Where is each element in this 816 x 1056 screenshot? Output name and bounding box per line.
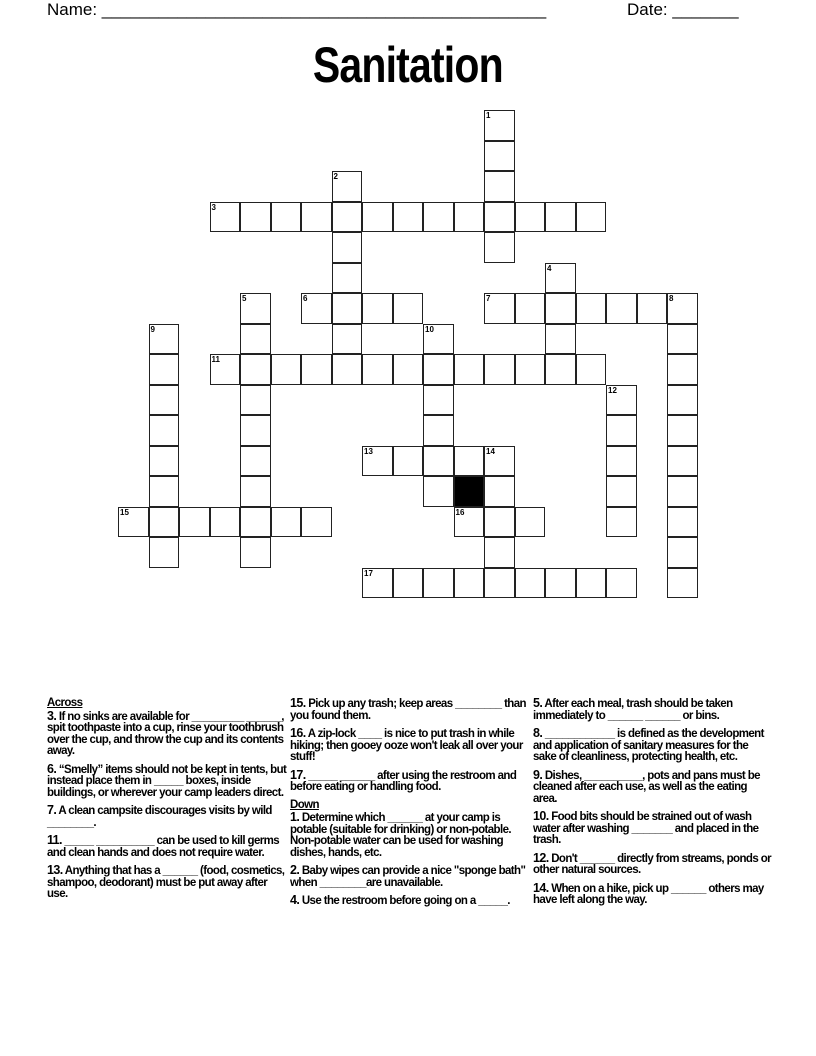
grid-cell[interactable] bbox=[362, 568, 393, 599]
grid-cell[interactable] bbox=[393, 446, 424, 477]
cell-number: 8 bbox=[669, 294, 674, 303]
grid-cell[interactable] bbox=[301, 507, 332, 538]
cell-number: 11 bbox=[211, 355, 220, 364]
clue-number: 6. bbox=[47, 761, 57, 776]
clues-column-2 bbox=[290, 698, 530, 914]
grid-cell[interactable] bbox=[271, 202, 302, 233]
grid-cell[interactable] bbox=[667, 354, 698, 385]
grid-cell[interactable] bbox=[606, 385, 637, 416]
grid-cell[interactable] bbox=[423, 324, 454, 355]
down-clue bbox=[533, 880, 773, 907]
grid-cell[interactable] bbox=[667, 507, 698, 538]
clue-number: 11. bbox=[47, 833, 62, 847]
grid-cell[interactable] bbox=[545, 568, 576, 599]
clue-text: Determine which ______ at your camp is potable (suitable for drinking) or non-potable. Non-potable water can be used for washing dishes, hands, etc. bbox=[290, 812, 511, 859]
grid-cell[interactable] bbox=[240, 446, 271, 477]
cell-number: 9 bbox=[150, 324, 155, 334]
grid-cell[interactable] bbox=[667, 446, 698, 477]
grid-cell[interactable] bbox=[240, 415, 271, 446]
clue-text: A zip-lock ____ is nice to put trash in while hiking; then gooey ooze won't leak all over your stuff! bbox=[290, 728, 523, 763]
grid-cell[interactable] bbox=[301, 293, 332, 324]
clue-text: Don't ______ directly from streams, ponds or other natural sources. bbox=[533, 852, 772, 876]
grid-cell[interactable] bbox=[667, 476, 698, 507]
grid-cell[interactable] bbox=[667, 568, 698, 599]
grid-cell[interactable] bbox=[271, 354, 302, 385]
grid-cell[interactable] bbox=[149, 385, 180, 416]
grid-cell[interactable] bbox=[515, 293, 546, 324]
clue-text: After each meal, trash should be taken immediately to ______ ______ or bins. bbox=[533, 698, 733, 722]
grid-cell[interactable] bbox=[118, 507, 149, 538]
clue-number: 4. bbox=[290, 893, 300, 907]
grid-cell[interactable] bbox=[454, 202, 485, 233]
clue-number: 5. bbox=[533, 696, 543, 710]
grid-cell[interactable] bbox=[240, 537, 271, 568]
grid-cell[interactable] bbox=[606, 476, 637, 507]
clue-number: 16. bbox=[290, 726, 306, 740]
across-clue bbox=[290, 728, 530, 764]
grid-cell[interactable] bbox=[484, 476, 515, 507]
down-clue bbox=[533, 811, 773, 847]
grid-cell[interactable] bbox=[362, 354, 393, 385]
grid-cell[interactable] bbox=[332, 293, 363, 324]
grid-cell[interactable] bbox=[149, 507, 180, 538]
grid-cell[interactable] bbox=[332, 232, 363, 263]
grid-cell[interactable] bbox=[423, 385, 454, 416]
clue-number: 7. bbox=[47, 803, 57, 817]
grid-cell[interactable] bbox=[149, 537, 180, 568]
clue-number: 10. bbox=[533, 809, 549, 823]
cell-number: 6 bbox=[303, 294, 308, 303]
grid-cell[interactable] bbox=[393, 202, 424, 233]
grid-cell[interactable] bbox=[484, 354, 515, 385]
across-clue bbox=[47, 865, 287, 901]
grid-cell[interactable] bbox=[454, 568, 485, 599]
cell-number: 2 bbox=[333, 172, 338, 181]
clue-text: If no sinks are available for _________ ______, spit toothpaste into a cup, rinse your toothbrush over the cup, and throw the cup and its contents away. bbox=[47, 710, 284, 757]
grid-cell[interactable] bbox=[576, 568, 607, 599]
grid-cell[interactable] bbox=[484, 446, 515, 477]
grid-cell[interactable] bbox=[423, 568, 454, 599]
grid-cell[interactable] bbox=[667, 385, 698, 416]
clue-number: 12. bbox=[533, 850, 549, 865]
grid-cell[interactable] bbox=[667, 324, 698, 355]
down-clue bbox=[290, 865, 530, 889]
grid-cell[interactable] bbox=[606, 293, 637, 324]
cell-number: 16 bbox=[455, 507, 465, 517]
grid-cell[interactable] bbox=[484, 293, 515, 324]
clue-text: Anything that has a ______ (food, cosmetics, shampoo, deodorant) must be put away after use. bbox=[47, 865, 285, 900]
clue-number: 13. bbox=[47, 863, 63, 877]
grid-cell[interactable] bbox=[545, 354, 576, 385]
cell-number: 17 bbox=[364, 568, 373, 578]
clue-text: Pick up any trash; keep areas ________ than you found them. bbox=[290, 698, 526, 722]
grid-cell[interactable] bbox=[332, 263, 363, 294]
grid-cell[interactable] bbox=[606, 568, 637, 599]
name-field[interactable]: Name: _______________________________________________ bbox=[47, 0, 547, 19]
grid-cell[interactable] bbox=[240, 385, 271, 416]
grid-cell[interactable] bbox=[149, 476, 180, 507]
cell-number: 5 bbox=[242, 294, 247, 303]
grid-cell[interactable] bbox=[515, 202, 546, 233]
grid-cell[interactable] bbox=[667, 293, 698, 324]
grid-cell[interactable] bbox=[393, 354, 424, 385]
grid-cell[interactable] bbox=[423, 354, 454, 385]
clues-column-1 bbox=[47, 698, 287, 907]
clue-number: 1. bbox=[290, 810, 300, 824]
grid-cell[interactable] bbox=[667, 415, 698, 446]
grid-cell[interactable] bbox=[301, 354, 332, 385]
grid-cell[interactable] bbox=[332, 171, 363, 202]
clue-number: 14. bbox=[533, 880, 549, 895]
down-clue bbox=[290, 895, 530, 908]
grid-cell[interactable] bbox=[515, 507, 546, 538]
across-clue bbox=[47, 805, 287, 829]
clue-number: 2. bbox=[290, 863, 300, 877]
grid-cell[interactable] bbox=[606, 415, 637, 446]
cell-number: 1 bbox=[486, 111, 491, 120]
grid-cell[interactable] bbox=[332, 324, 363, 355]
down-heading: Down bbox=[290, 798, 319, 811]
grid-cell[interactable] bbox=[149, 415, 180, 446]
clue-text: _____ ______ after using the restroom and before eating or handling food. bbox=[290, 769, 517, 793]
grid-cell[interactable] bbox=[332, 202, 363, 233]
grid-cell[interactable] bbox=[637, 293, 668, 324]
grid-cell[interactable] bbox=[606, 446, 637, 477]
clue-text: Food bits should be strained out of wash water after washing _______ and placed in the trash. bbox=[533, 811, 759, 846]
page-title: Sanitation bbox=[313, 37, 503, 93]
clue-number: 17. bbox=[290, 767, 306, 782]
grid-cell[interactable] bbox=[423, 202, 454, 233]
grid-cell[interactable] bbox=[484, 507, 515, 538]
clue-number: 9. bbox=[533, 767, 543, 782]
down-clue bbox=[533, 728, 773, 764]
grid-cell[interactable] bbox=[515, 568, 546, 599]
grid-cell[interactable] bbox=[545, 293, 576, 324]
grid-cell[interactable] bbox=[362, 446, 393, 477]
across-clue bbox=[290, 767, 530, 794]
grid-cell[interactable] bbox=[576, 293, 607, 324]
grid-cell[interactable] bbox=[393, 568, 424, 599]
cell-number: 10 bbox=[425, 324, 434, 334]
grid-cell[interactable] bbox=[301, 202, 332, 233]
grid-cell[interactable] bbox=[332, 354, 363, 385]
down-clue bbox=[533, 850, 773, 877]
grid-cell[interactable] bbox=[484, 171, 515, 202]
grid-cell[interactable] bbox=[454, 446, 485, 477]
grid-cell[interactable] bbox=[667, 537, 698, 568]
grid-cell[interactable] bbox=[545, 324, 576, 355]
grid-cell[interactable] bbox=[210, 354, 241, 385]
grid-cell[interactable] bbox=[454, 354, 485, 385]
down-clue bbox=[533, 767, 773, 806]
grid-cell[interactable] bbox=[423, 415, 454, 446]
grid-cell[interactable] bbox=[545, 202, 576, 233]
cell-number: 12 bbox=[608, 385, 617, 395]
grid-cell[interactable] bbox=[423, 476, 454, 507]
cell-number: 13 bbox=[364, 446, 373, 456]
cell-number: 3 bbox=[211, 202, 216, 212]
clue-text: Dishes, __________, pots and pans must be cleaned after each use, as well as the eating area. bbox=[533, 769, 760, 805]
across-heading: Across bbox=[47, 697, 83, 709]
grid-cell[interactable] bbox=[210, 507, 241, 538]
clue-text: A clean campsite discourages visits by wild ________. bbox=[47, 805, 272, 829]
grid-cell[interactable] bbox=[362, 202, 393, 233]
clue-text: When on a hike, pick up ______ others may have left along the way. bbox=[533, 882, 764, 906]
grid-cell[interactable] bbox=[484, 202, 515, 233]
down-clue bbox=[533, 698, 773, 722]
clue-number: 3. bbox=[47, 708, 57, 723]
cell-number: 7 bbox=[486, 294, 491, 303]
down-clue bbox=[290, 812, 530, 859]
cell-number: 4 bbox=[547, 263, 552, 273]
cell-number: 15 bbox=[120, 507, 129, 517]
grid-cell[interactable] bbox=[271, 507, 302, 538]
grid-cell[interactable] bbox=[240, 293, 271, 324]
grid-cell[interactable] bbox=[545, 263, 576, 294]
grid-cell[interactable] bbox=[393, 293, 424, 324]
across-clue bbox=[47, 708, 287, 758]
date-field[interactable]: Date: _______ bbox=[627, 0, 739, 19]
clues-column-3 bbox=[533, 698, 773, 913]
grid-cell[interactable] bbox=[454, 507, 485, 538]
clue-text: _____ __________ can be used to kill germs and clean hands and does not require water. bbox=[47, 835, 280, 859]
grid-cell[interactable] bbox=[179, 507, 210, 538]
grid-cell[interactable] bbox=[423, 446, 454, 477]
clue-text: Baby wipes can provide a nice "sponge bath" when ________are unavailable. bbox=[290, 865, 526, 889]
grid-cell[interactable] bbox=[240, 476, 271, 507]
black-cell bbox=[454, 476, 485, 507]
grid-cell[interactable] bbox=[240, 354, 271, 385]
grid-cell[interactable] bbox=[240, 324, 271, 355]
clue-number: 15. bbox=[290, 696, 306, 710]
grid-cell[interactable] bbox=[515, 354, 546, 385]
across-clue bbox=[47, 835, 287, 859]
cell-number: 14 bbox=[486, 446, 495, 456]
clue-number: 8. bbox=[533, 726, 543, 740]
grid-cell[interactable] bbox=[149, 324, 180, 355]
grid-cell[interactable] bbox=[484, 141, 515, 172]
grid-cell[interactable] bbox=[149, 354, 180, 385]
grid-cell[interactable] bbox=[240, 507, 271, 538]
clue-text: Use the restroom before going on a _____. bbox=[301, 895, 510, 907]
grid-cell[interactable] bbox=[240, 202, 271, 233]
grid-cell[interactable] bbox=[576, 202, 607, 233]
grid-cell[interactable] bbox=[606, 507, 637, 538]
grid-cell[interactable] bbox=[210, 202, 241, 233]
clue-text: ____________ is defined as the development and application of sanitary measures for the sake of cleanliness, protecting health, etc. bbox=[533, 728, 764, 763]
grid-cell[interactable] bbox=[362, 293, 393, 324]
clue-text: “Smelly” items should not be kept in tents, but instead place them in _____ boxes, inside buildings, or wherever your camp leaders direct. bbox=[47, 763, 287, 799]
grid-cell[interactable] bbox=[484, 110, 515, 141]
grid-cell[interactable] bbox=[576, 354, 607, 385]
across-clue bbox=[290, 698, 530, 722]
grid-cell[interactable] bbox=[484, 232, 515, 263]
grid-cell[interactable] bbox=[484, 568, 515, 599]
across-clue bbox=[47, 761, 287, 800]
grid-cell[interactable] bbox=[149, 446, 180, 477]
grid-cell[interactable] bbox=[484, 537, 515, 568]
